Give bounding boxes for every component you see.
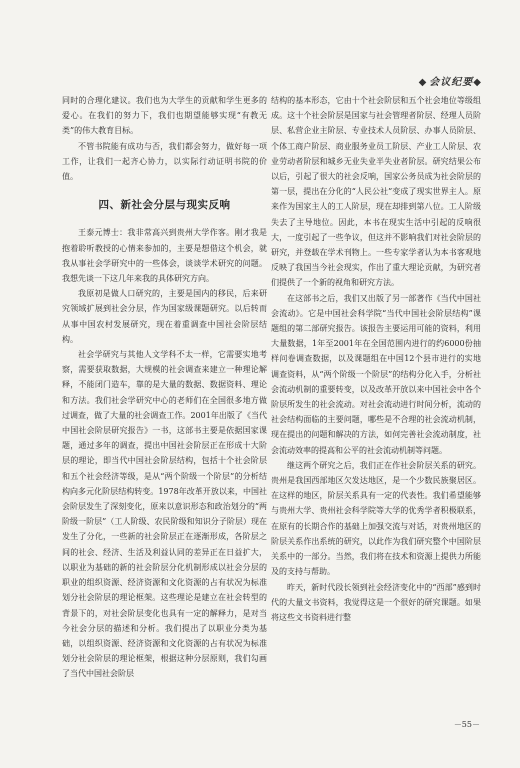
page-number: －55－ — [453, 720, 480, 729]
running-header — [419, 73, 482, 88]
paragraph: 不管书院能有成功与否，我们都会努力，做好每一项工作，让我们一起齐心协力，以实际行动证明书院的价值。 — [62, 141, 267, 182]
paragraph: 同时的合理化建议。我们也为大学生的贡献和学生更多的爱心。在我们的努力下，我们也期望能够实现“有教无类”的伟大教育目标。 — [62, 96, 267, 136]
paragraph: 继这两个研究之后，我们正在作社会阶层关系的研究。贵州是我国西部地区欠发达地区，是一个少数民族聚居区。在这样的地区，阶层关系具有一定的代表性。我们希望能够与贵州大学、贵州社会科学院等大学的优秀学者积极联系，在原有的长期合作的基础上加强交流与对话，对贵州地区的阶层关系作出系统的研究，以此作为我们研究整个中国阶层关系中的一部分。当然，我们将在技术和资源上提供力所能及的支持与帮助。 — [271, 460, 481, 577]
diamond-icon: ◆ — [418, 77, 428, 88]
header-title: 会议纪要◆ — [429, 77, 482, 88]
left-column — [62, 93, 267, 682]
section-heading: 四、新社会分层与现实反响 — [98, 199, 231, 212]
paragraph: 王泰元博士：我非常高兴到贵州大学作客。刚才我是抱着聆听教授的心情来参加的，主要是想借这个机会，就我从事社会学研究中的一些体会，谈谈学术研究的问题。我想先谈一下这几年来我的具体研究方向。 — [62, 228, 267, 284]
paragraph: 我原初是做人口研究的，主要是国内的移民，后来研究领域扩展到社会分层，作为国家级课题研究。以后转而从事中国农村发展研究，现在着重调查中国社会阶层结构。 — [62, 289, 267, 344]
paragraph: 昨天，新时代段长领到社会经济变化中的“西部”感到时代的大量文书资料，我觉得这是一个很好的研究课题。如果将这些文书资料进行整 — [271, 582, 481, 622]
right-column — [271, 93, 481, 625]
paragraph: 在这部书之后，我们又出版了另一部著作《当代中国社会流动》。它是中国社会科学院“当代中国社会阶层结构”课题组的第二部研究报告。该报告主要运用可能的资料，利用大量数据，1年至2001年在全国范围内进行的约6000份抽样问卷调查数据，以及课题组在中国12个县市进行的实地调查资料，从“两个阶级一个阶层”的结构分化入手，分析社会流动机制的重要转变，以及改革开放以来中国社会中各个阶层所发生的社会流动。对社会流动进行时间分析，流动的社会结构面临的主要问题，哪些是不合理的社会流动机制，现在提出的问题和解决的方法，如何完善社会流动制度，社会流动效率的提高和公平的社会流动机制等问题。 — [271, 293, 481, 455]
paragraph: 结构的基本形态，它由十个社会阶层和五个社会地位等级组成。这十个社会阶层是国家与社会管理者阶层、经理人员阶层、私营企业主阶层、专业技术人员阶层、办事人员阶层、个体工商户阶层、商业服务业员工阶层、产业工人阶层、农业劳动者阶层和城乡无业失业半失业者阶层。研究结果公布以后，引起了很大的社会反响，国家公务员成为社会阶层的第一层，提出在分化的“人民公社”变成了现实世界主人。原来作为国家主人的工人阶层，现在却排到第八位。工人阶级失去了主导地位。因此，本书在现实生活中引起的反响很大，一度引起了一些争议，但这并不影响我们对社会阶层的研究，并登载在学术刊物上。一些专家学者认为本书客观地反映了我国当今社会现实，作出了重大理论贡献，为研究者们提供了一个新的视角和研究方法。 — [271, 96, 481, 288]
paragraph: 社会学研究与其他人文学科不太一样，它需要实地考察，需要获取数据，大规模的社会调查来建立一种理论解释，不能闭门造车，靠的是大量的数据、数据资料、理论和方法。我们社会学研究中心的老师们在全国很多地方做过调查，做了大量的社会调查工作。2001年出版了《当代中国社会阶层研究报告》一书，这部书主要是依据国家课题，通过多年的调查，提出中国社会阶层正在形成十大阶层的理论，即当代中国社会阶层结构，包括十个社会阶层和五个社会经济等级，是从“两个阶级一个阶层”的分析结构向多元化阶层结构转变。1978年改革开放以来，中国社会阶层发生了深刻变化，原来以意识形态和政治划分的“两阶级一阶层”（工人阶级、农民阶级和知识分子阶层）现在发生了分化，一些新的社会阶层正在逐渐形成，各阶层之间的社会、经济、生活及利益认同的差异正在日益扩大，以职业为基础的新的社会阶层分化机制形成以社会分层的职业的组织资源、经济资源和文化资源的占有状况为标准划分社会阶层的理论框架。这些理论是建立在社会转型的背景下的，对社会阶层变化也具有一定的解释力，是对当今社会分层的描述和分析。我们提出了以职业分类为基础，以组织资源、经济资源和文化资源的占有状况为标准划分社会阶层的理论框架，根据这种分层原则，我们勾画了当代中国社会阶层 — [62, 350, 267, 679]
